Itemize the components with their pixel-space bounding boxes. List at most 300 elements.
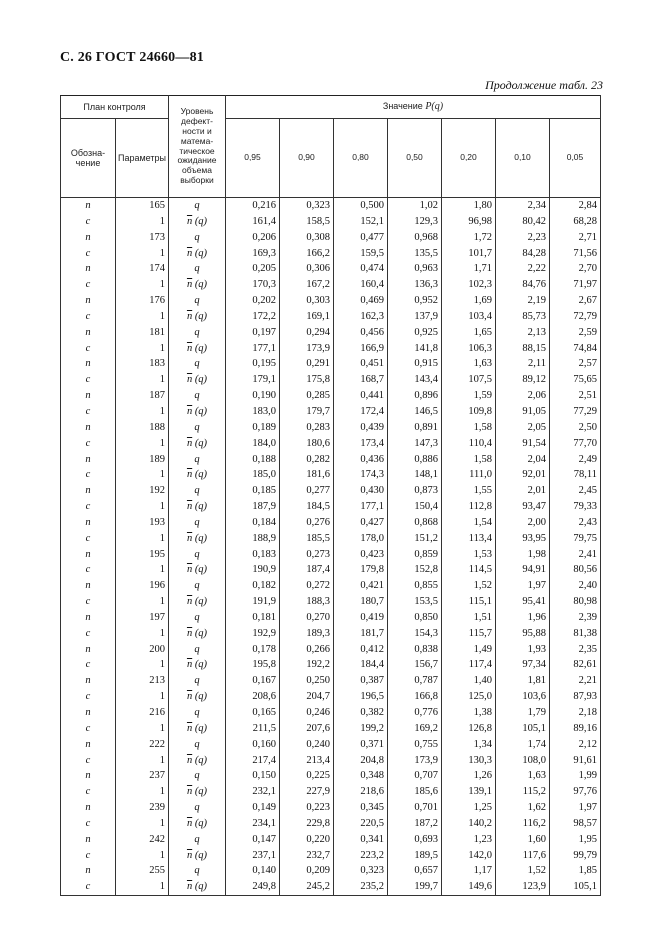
row-symbol: n [61, 515, 116, 531]
row-value-0: 190,9 [226, 562, 280, 578]
table-row [61, 388, 601, 404]
row-level [169, 261, 226, 277]
row-level [169, 547, 226, 563]
row-value-0: 170,3 [226, 277, 280, 293]
row-value-5: 1,62 [496, 800, 550, 816]
row-value-1: 173,9 [280, 341, 334, 357]
table-continuation-label: Продолжение табл. 23 [485, 78, 603, 92]
table-row [61, 737, 601, 753]
row-value-5: 123,9 [496, 879, 550, 895]
row-level [169, 594, 226, 610]
row-value-6: 79,75 [550, 531, 601, 547]
row-level-text: (q) [192, 564, 208, 576]
row-value-3: 0,915 [388, 356, 442, 372]
row-symbol: c [61, 594, 116, 610]
row-parameter: 196 [116, 578, 169, 594]
row-value-2: 174,3 [334, 467, 388, 483]
row-value-5: 2,00 [496, 515, 550, 531]
row-symbol: c [61, 657, 116, 673]
row-parameter: 1 [116, 277, 169, 293]
row-value-5: 84,76 [496, 277, 550, 293]
row-symbol: c [61, 879, 116, 895]
row-symbol: c [61, 309, 116, 325]
row-value-2: 0,436 [334, 452, 388, 468]
row-value-4: 149,6 [442, 879, 496, 895]
row-value-4: 126,8 [442, 721, 496, 737]
header-level: Уровень дефект-ности и матема-тическое ожидание объема выборки [169, 96, 226, 198]
row-level-text: (q) [192, 596, 208, 608]
row-symbol: n [61, 293, 116, 309]
row-value-2: 196,5 [334, 689, 388, 705]
table-row [61, 610, 601, 626]
row-value-0: 0,195 [226, 356, 280, 372]
row-level [169, 768, 226, 784]
row-parameter: 1 [116, 689, 169, 705]
row-level-text: q [194, 453, 200, 465]
row-value-1: 0,250 [280, 673, 334, 689]
row-value-4: 1,23 [442, 832, 496, 848]
table-row [61, 372, 601, 388]
table-row [61, 341, 601, 357]
row-value-5: 94,91 [496, 562, 550, 578]
row-value-6: 97,76 [550, 784, 601, 800]
row-parameter: 197 [116, 610, 169, 626]
row-value-6: 68,28 [550, 214, 601, 230]
row-level-text: q [194, 611, 200, 623]
row-level-overlined: $\overline{n}$ [186, 754, 193, 766]
row-value-6: 71,56 [550, 246, 601, 262]
row-value-5: 91,05 [496, 404, 550, 420]
row-value-4: 1,52 [442, 578, 496, 594]
row-value-1: 0,306 [280, 261, 334, 277]
row-value-4: 115,1 [442, 594, 496, 610]
row-value-0: 0,150 [226, 768, 280, 784]
row-value-5: 115,2 [496, 784, 550, 800]
row-value-5: 92,01 [496, 467, 550, 483]
row-value-4: 1,63 [442, 356, 496, 372]
row-level-text: (q) [192, 374, 208, 386]
row-value-3: 0,925 [388, 325, 442, 341]
row-level [169, 863, 226, 879]
row-value-0: 0,140 [226, 863, 280, 879]
row-value-4: 1,38 [442, 705, 496, 721]
row-symbol: n [61, 198, 116, 214]
row-value-5: 116,2 [496, 816, 550, 832]
row-level [169, 325, 226, 341]
row-level-overlined: $\overline{n}$ [186, 247, 193, 259]
row-symbol: n [61, 578, 116, 594]
row-symbol: c [61, 277, 116, 293]
row-value-0: 0,205 [226, 261, 280, 277]
row-level-overlined: $\overline{n}$ [186, 564, 193, 576]
table-row [61, 768, 601, 784]
row-value-0: 0,149 [226, 800, 280, 816]
row-value-1: 0,303 [280, 293, 334, 309]
table-row [61, 198, 601, 214]
row-parameter: 1 [116, 341, 169, 357]
row-value-6: 91,61 [550, 753, 601, 769]
row-level-text: q [194, 295, 200, 307]
row-symbol: n [61, 420, 116, 436]
row-value-2: 0,469 [334, 293, 388, 309]
row-value-3: 187,2 [388, 816, 442, 832]
row-value-1: 0,220 [280, 832, 334, 848]
row-value-5: 105,1 [496, 721, 550, 737]
row-level-text: q [194, 358, 200, 370]
row-level-overlined: $\overline{n}$ [186, 374, 193, 386]
row-value-5: 85,73 [496, 309, 550, 325]
row-value-5: 1,79 [496, 705, 550, 721]
row-value-5: 93,47 [496, 499, 550, 515]
row-value-4: 1,34 [442, 737, 496, 753]
row-level [169, 293, 226, 309]
row-value-6: 1,85 [550, 863, 601, 879]
row-level [169, 198, 226, 214]
row-level [169, 673, 226, 689]
row-parameter: 1 [116, 721, 169, 737]
row-level-text: (q) [192, 881, 208, 893]
row-value-2: 223,2 [334, 848, 388, 864]
row-level-overlined: $\overline{n}$ [186, 627, 193, 639]
table-row [61, 515, 601, 531]
row-value-4: 1,54 [442, 515, 496, 531]
row-value-2: 199,2 [334, 721, 388, 737]
row-value-4: 1,49 [442, 642, 496, 658]
row-parameter: 1 [116, 784, 169, 800]
row-level-text: (q) [192, 469, 208, 481]
row-value-6: 2,50 [550, 420, 601, 436]
row-value-6: 75,65 [550, 372, 601, 388]
row-value-0: 184,0 [226, 436, 280, 452]
row-value-6: 81,38 [550, 626, 601, 642]
row-value-3: 146,5 [388, 404, 442, 420]
row-value-2: 0,387 [334, 673, 388, 689]
row-value-4: 1,58 [442, 452, 496, 468]
table-row [61, 705, 601, 721]
row-parameter: 222 [116, 737, 169, 753]
row-level [169, 848, 226, 864]
row-level [169, 832, 226, 848]
row-value-2: 168,7 [334, 372, 388, 388]
row-symbol: n [61, 737, 116, 753]
row-value-0: 0,206 [226, 230, 280, 246]
row-value-6: 2,51 [550, 388, 601, 404]
row-value-6: 2,21 [550, 673, 601, 689]
row-value-0: 232,1 [226, 784, 280, 800]
row-symbol: n [61, 325, 116, 341]
row-level [169, 721, 226, 737]
row-value-1: 0,291 [280, 356, 334, 372]
row-value-1: 229,8 [280, 816, 334, 832]
row-value-0: 0,167 [226, 673, 280, 689]
row-value-6: 2,49 [550, 452, 601, 468]
row-level-text: (q) [192, 501, 208, 513]
row-level [169, 689, 226, 705]
row-value-2: 0,423 [334, 547, 388, 563]
row-level-overlined: $\overline{n}$ [186, 501, 193, 513]
row-value-5: 1,81 [496, 673, 550, 689]
table-row [61, 863, 601, 879]
row-value-6: 1,95 [550, 832, 601, 848]
row-value-1: 0,240 [280, 737, 334, 753]
row-value-1: 0,283 [280, 420, 334, 436]
row-value-3: 0,952 [388, 293, 442, 309]
row-level-text: q [194, 802, 200, 814]
row-level [169, 230, 226, 246]
row-value-4: 1,26 [442, 768, 496, 784]
row-value-0: 0,182 [226, 578, 280, 594]
table-row [61, 499, 601, 515]
row-symbol: n [61, 356, 116, 372]
row-symbol: n [61, 705, 116, 721]
row-value-2: 0,421 [334, 578, 388, 594]
header-symbol: Обозна-чение [61, 119, 116, 198]
table-row [61, 436, 601, 452]
row-value-6: 2,84 [550, 198, 601, 214]
row-value-2: 180,7 [334, 594, 388, 610]
row-value-2: 0,451 [334, 356, 388, 372]
row-value-1: 181,6 [280, 467, 334, 483]
row-value-3: 0,859 [388, 547, 442, 563]
row-level-text: (q) [192, 691, 208, 703]
row-level-text: (q) [192, 279, 208, 291]
row-value-1: 232,7 [280, 848, 334, 864]
header-value-6: 0,05 [550, 119, 601, 198]
row-value-5: 108,0 [496, 753, 550, 769]
row-level-text: (q) [192, 722, 208, 734]
row-value-6: 2,41 [550, 547, 601, 563]
row-level-text: (q) [192, 310, 208, 322]
row-level [169, 737, 226, 753]
table-row [61, 879, 601, 895]
row-level-text: q [194, 390, 200, 402]
row-value-1: 0,277 [280, 483, 334, 499]
row-parameter: 1 [116, 626, 169, 642]
row-value-2: 0,382 [334, 705, 388, 721]
row-value-1: 0,282 [280, 452, 334, 468]
row-value-6: 89,16 [550, 721, 601, 737]
row-level [169, 531, 226, 547]
table-row [61, 721, 601, 737]
row-value-0: 0,185 [226, 483, 280, 499]
row-level-text: (q) [192, 627, 208, 639]
row-value-0: 188,9 [226, 531, 280, 547]
table-row [61, 642, 601, 658]
row-value-1: 188,3 [280, 594, 334, 610]
row-value-0: 185,0 [226, 467, 280, 483]
row-value-5: 2,04 [496, 452, 550, 468]
table-row [61, 832, 601, 848]
row-value-5: 95,41 [496, 594, 550, 610]
row-value-3: 152,8 [388, 562, 442, 578]
row-value-0: 192,9 [226, 626, 280, 642]
row-value-1: 169,1 [280, 309, 334, 325]
row-value-3: 135,5 [388, 246, 442, 262]
row-value-2: 166,9 [334, 341, 388, 357]
row-level-text: q [194, 200, 200, 211]
row-level [169, 372, 226, 388]
row-value-4: 103,4 [442, 309, 496, 325]
row-value-6: 2,35 [550, 642, 601, 658]
row-value-1: 192,2 [280, 657, 334, 673]
row-value-3: 0,657 [388, 863, 442, 879]
row-parameter: 173 [116, 230, 169, 246]
row-value-2: 184,4 [334, 657, 388, 673]
row-value-1: 166,2 [280, 246, 334, 262]
table-row [61, 800, 601, 816]
row-value-3: 143,4 [388, 372, 442, 388]
row-symbol: n [61, 642, 116, 658]
row-value-2: 0,439 [334, 420, 388, 436]
row-level-text: q [194, 548, 200, 560]
row-symbol: n [61, 388, 116, 404]
row-value-5: 84,28 [496, 246, 550, 262]
row-value-1: 0,323 [280, 198, 334, 214]
row-parameter: 1 [116, 372, 169, 388]
table-row [61, 848, 601, 864]
row-value-6: 77,70 [550, 436, 601, 452]
row-value-2: 173,4 [334, 436, 388, 452]
table-row [61, 214, 601, 230]
table-row [61, 753, 601, 769]
row-value-2: 0,474 [334, 261, 388, 277]
row-symbol: n [61, 483, 116, 499]
row-parameter: 1 [116, 657, 169, 673]
row-level-overlined: $\overline{n}$ [186, 437, 193, 449]
row-value-5: 88,15 [496, 341, 550, 357]
row-value-3: 0,855 [388, 578, 442, 594]
row-value-5: 2,11 [496, 356, 550, 372]
row-value-4: 107,5 [442, 372, 496, 388]
row-value-5: 2,22 [496, 261, 550, 277]
row-value-3: 150,4 [388, 499, 442, 515]
table-row [61, 578, 601, 594]
row-parameter: 242 [116, 832, 169, 848]
row-level-overlined: $\overline{n}$ [186, 310, 193, 322]
row-level [169, 562, 226, 578]
row-level-text: (q) [192, 532, 208, 544]
table-row [61, 452, 601, 468]
table-row [61, 356, 601, 372]
row-value-1: 180,6 [280, 436, 334, 452]
row-value-1: 187,4 [280, 562, 334, 578]
row-value-6: 74,84 [550, 341, 601, 357]
row-level-text: q [194, 263, 200, 275]
row-value-2: 152,1 [334, 214, 388, 230]
row-level-text: q [194, 580, 200, 592]
table-row [61, 483, 601, 499]
table-row [61, 547, 601, 563]
row-value-1: 0,273 [280, 547, 334, 563]
row-level [169, 214, 226, 230]
row-parameter: 1 [116, 531, 169, 547]
table-row [61, 816, 601, 832]
row-value-3: 0,755 [388, 737, 442, 753]
row-value-6: 2,71 [550, 230, 601, 246]
row-value-4: 130,3 [442, 753, 496, 769]
row-level-text: (q) [192, 754, 208, 766]
table-row [61, 689, 601, 705]
row-level-text: (q) [192, 247, 208, 259]
row-parameter: 1 [116, 246, 169, 262]
row-symbol: c [61, 784, 116, 800]
row-value-1: 0,225 [280, 768, 334, 784]
row-value-6: 2,70 [550, 261, 601, 277]
row-level-overlined: $\overline{n}$ [186, 596, 193, 608]
table-row [61, 325, 601, 341]
row-symbol: c [61, 214, 116, 230]
row-value-5: 117,6 [496, 848, 550, 864]
row-level [169, 452, 226, 468]
row-symbol: c [61, 372, 116, 388]
header-plan-group: План контроля [61, 96, 169, 119]
row-level [169, 436, 226, 452]
row-value-0: 195,8 [226, 657, 280, 673]
row-value-5: 1,74 [496, 737, 550, 753]
row-value-3: 0,850 [388, 610, 442, 626]
row-symbol: c [61, 848, 116, 864]
row-symbol: c [61, 753, 116, 769]
row-value-2: 172,4 [334, 404, 388, 420]
row-value-6: 80,56 [550, 562, 601, 578]
row-value-6: 2,59 [550, 325, 601, 341]
row-level [169, 341, 226, 357]
row-value-1: 0,294 [280, 325, 334, 341]
row-value-4: 114,5 [442, 562, 496, 578]
row-level [169, 499, 226, 515]
row-symbol: c [61, 689, 116, 705]
row-value-3: 0,701 [388, 800, 442, 816]
row-value-5: 93,95 [496, 531, 550, 547]
row-value-5: 103,6 [496, 689, 550, 705]
row-value-3: 0,886 [388, 452, 442, 468]
table-row [61, 594, 601, 610]
row-level [169, 626, 226, 642]
row-value-3: 0,776 [388, 705, 442, 721]
row-level-overlined: $\overline{n}$ [186, 405, 193, 417]
row-level-text: (q) [192, 405, 208, 417]
table-row [61, 230, 601, 246]
row-value-4: 106,3 [442, 341, 496, 357]
row-level-overlined: $\overline{n}$ [186, 342, 193, 354]
row-value-6: 2,45 [550, 483, 601, 499]
row-value-6: 98,57 [550, 816, 601, 832]
row-value-2: 204,8 [334, 753, 388, 769]
row-level-text: (q) [192, 786, 208, 798]
row-level [169, 657, 226, 673]
row-value-0: 0,183 [226, 547, 280, 563]
row-level [169, 356, 226, 372]
row-value-2: 0,348 [334, 768, 388, 784]
row-symbol: c [61, 246, 116, 262]
row-value-4: 1,72 [442, 230, 496, 246]
row-value-0: 234,1 [226, 816, 280, 832]
row-value-2: 0,323 [334, 863, 388, 879]
row-value-6: 2,18 [550, 705, 601, 721]
table-row [61, 562, 601, 578]
row-value-2: 179,8 [334, 562, 388, 578]
table-row [61, 626, 601, 642]
row-parameter: 1 [116, 816, 169, 832]
row-value-4: 1,53 [442, 547, 496, 563]
row-value-3: 189,5 [388, 848, 442, 864]
row-value-0: 208,6 [226, 689, 280, 705]
row-level-text: (q) [192, 437, 208, 449]
row-value-4: 1,51 [442, 610, 496, 626]
header-parameters: Параметры [116, 119, 169, 198]
row-value-3: 185,6 [388, 784, 442, 800]
row-level [169, 277, 226, 293]
